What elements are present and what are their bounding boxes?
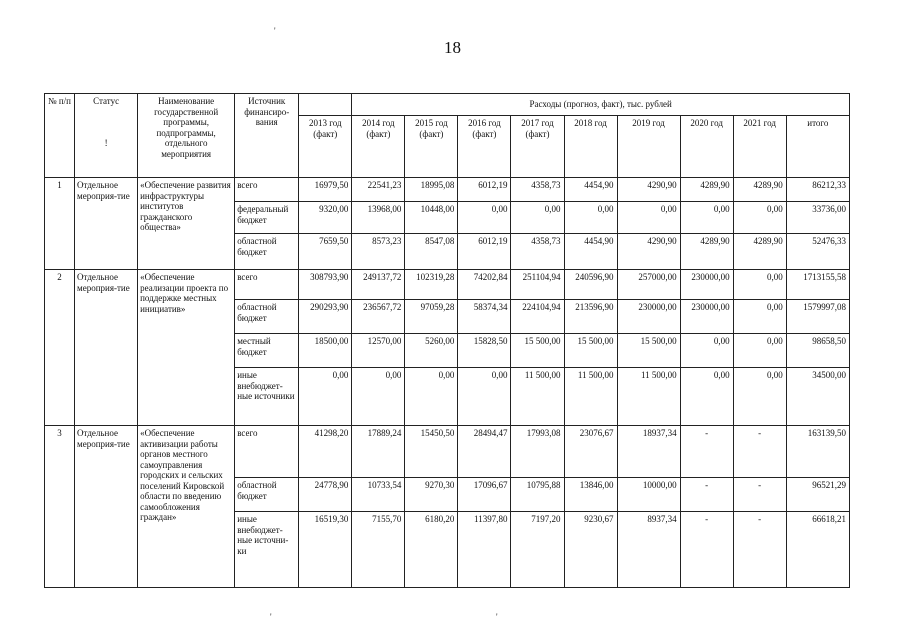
value-cell: 4289,90 [733, 178, 786, 202]
value-cell: 16979,50 [299, 178, 352, 202]
row-status: Отдельное мероприя-тие [75, 178, 138, 270]
value-cell: 10448,00 [405, 202, 458, 234]
expenses-table [44, 93, 850, 588]
value-cell: 41298,20 [299, 426, 352, 478]
header-year: 2018 год [564, 116, 617, 178]
value-cell: 0,00 [564, 202, 617, 234]
value-cell: 15 500,00 [511, 334, 564, 368]
value-cell: 236567,72 [352, 300, 405, 334]
value-cell: 7155,70 [352, 512, 405, 588]
value-cell: 9270,30 [405, 478, 458, 512]
value-cell: 4289,90 [733, 234, 786, 270]
row-source: всего [235, 178, 299, 202]
value-cell: - [733, 426, 786, 478]
header-year: 2013 год (факт) [299, 116, 352, 178]
value-cell: 0,00 [680, 334, 733, 368]
value-cell: 4290,90 [617, 178, 680, 202]
table-row [45, 178, 850, 202]
table-row [45, 426, 850, 478]
value-cell: 97059,28 [405, 300, 458, 334]
row-source: областной бюджет [235, 478, 299, 512]
value-cell: 12570,00 [352, 334, 405, 368]
row-num: 1 [45, 178, 75, 270]
total-cell: 34500,00 [786, 368, 849, 426]
row-source: всего [235, 426, 299, 478]
margin-mark-top: ' [274, 26, 276, 36]
header-year: 2020 год [680, 116, 733, 178]
margin-mark-bottom-right: ' [496, 612, 498, 622]
row-source: иные внебюджет-ные источни-ки [235, 512, 299, 588]
value-cell: 16519,30 [299, 512, 352, 588]
header-status-label: Статус [93, 96, 120, 106]
row-num: 3 [45, 426, 75, 588]
value-cell: 308793,90 [299, 270, 352, 300]
value-cell: 8573,23 [352, 234, 405, 270]
row-source: местный бюджет [235, 334, 299, 368]
value-cell: 230000,00 [680, 300, 733, 334]
value-cell: 28494,47 [458, 426, 511, 478]
value-cell: 8937,34 [617, 512, 680, 588]
value-cell: 0,00 [617, 202, 680, 234]
value-cell: 17889,24 [352, 426, 405, 478]
value-cell: - [680, 478, 733, 512]
value-cell: 290293,90 [299, 300, 352, 334]
value-cell: 213596,90 [564, 300, 617, 334]
value-cell: 0,00 [458, 202, 511, 234]
value-cell: 22541,23 [352, 178, 405, 202]
value-cell: 10795,88 [511, 478, 564, 512]
value-cell: 224104,94 [511, 300, 564, 334]
value-cell: 9230,67 [564, 512, 617, 588]
value-cell: 15 500,00 [564, 334, 617, 368]
value-cell: 0,00 [733, 334, 786, 368]
table-header [45, 94, 850, 178]
value-cell: 4358,73 [511, 234, 564, 270]
value-cell: 11 500,00 [617, 368, 680, 426]
header-year: 2016 год (факт) [458, 116, 511, 178]
total-cell: 96521,29 [786, 478, 849, 512]
value-cell: 18937,34 [617, 426, 680, 478]
value-cell: 11 500,00 [511, 368, 564, 426]
total-cell: 33736,00 [786, 202, 849, 234]
value-cell: 13968,00 [352, 202, 405, 234]
total-cell: 163139,50 [786, 426, 849, 478]
value-cell: 4358,73 [511, 178, 564, 202]
header-expenses: Расходы (прогноз, факт), тыс. рублей [352, 94, 850, 116]
value-cell: 0,00 [511, 202, 564, 234]
value-cell: 0,00 [299, 368, 352, 426]
value-cell: 0,00 [680, 368, 733, 426]
value-cell: 15 500,00 [617, 334, 680, 368]
value-cell: 6180,20 [405, 512, 458, 588]
value-cell: 15450,50 [405, 426, 458, 478]
row-name: «Обеспечение активизации работы органов местного самоуправления городских и сельских поселений Кировской области по введению самообложения граждан» [138, 426, 235, 588]
total-cell: 1713155,58 [786, 270, 849, 300]
header-year: 2021 год [733, 116, 786, 178]
value-cell: 18500,00 [299, 334, 352, 368]
value-cell: 240596,90 [564, 270, 617, 300]
value-cell: 0,00 [733, 368, 786, 426]
value-cell: 230000,00 [617, 300, 680, 334]
value-cell: 7197,20 [511, 512, 564, 588]
header-year: 2015 год (факт) [405, 116, 458, 178]
row-status: Отдельное мероприя-тие [75, 426, 138, 588]
margin-mark-bottom: ' [270, 612, 272, 622]
value-cell: 10000,00 [617, 478, 680, 512]
value-cell: 74202,84 [458, 270, 511, 300]
value-cell: 4289,90 [680, 234, 733, 270]
total-cell: 86212,33 [786, 178, 849, 202]
value-cell: - [680, 426, 733, 478]
row-status: Отдельное мероприя-тие [75, 270, 138, 426]
value-cell: 10733,54 [352, 478, 405, 512]
row-num: 2 [45, 270, 75, 426]
value-cell: 0,00 [405, 368, 458, 426]
page-number: 18 [444, 38, 461, 57]
value-cell: 17993,08 [511, 426, 564, 478]
value-cell: 6012,19 [458, 178, 511, 202]
header-total: итого [786, 116, 849, 178]
value-cell: 230000,00 [680, 270, 733, 300]
value-cell: 6012,19 [458, 234, 511, 270]
row-source: всего [235, 270, 299, 300]
header-year: 2014 год (факт) [352, 116, 405, 178]
value-cell: 251104,94 [511, 270, 564, 300]
value-cell: 15828,50 [458, 334, 511, 368]
value-cell: 4289,90 [680, 178, 733, 202]
value-cell: 24778,90 [299, 478, 352, 512]
total-cell: 66618,21 [786, 512, 849, 588]
row-source: иные внебюджет-ные источники [235, 368, 299, 426]
value-cell: - [733, 478, 786, 512]
value-cell: 102319,28 [405, 270, 458, 300]
value-cell: 0,00 [733, 270, 786, 300]
value-cell: 11397,80 [458, 512, 511, 588]
row-source: федеральный бюджет [235, 202, 299, 234]
header-num: № п/п [45, 94, 75, 178]
row-name: «Обеспечение развития инфраструктуры институтов гражданского общества» [138, 178, 235, 270]
value-cell: 0,00 [680, 202, 733, 234]
header-blank [299, 94, 352, 116]
value-cell: 13846,00 [564, 478, 617, 512]
value-cell: 0,00 [733, 202, 786, 234]
value-cell: - [733, 512, 786, 588]
value-cell: 5260,00 [405, 334, 458, 368]
value-cell: 58374,34 [458, 300, 511, 334]
header-status-mark: ! [104, 138, 108, 148]
value-cell: 9320,00 [299, 202, 352, 234]
value-cell: 257000,00 [617, 270, 680, 300]
value-cell: 0,00 [458, 368, 511, 426]
value-cell: 4454,90 [564, 178, 617, 202]
value-cell: 249137,72 [352, 270, 405, 300]
value-cell: 8547,08 [405, 234, 458, 270]
row-name: «Обеспечение реализации проекта по поддержке местных инициатив» [138, 270, 235, 426]
header-status [75, 94, 138, 178]
total-cell: 52476,33 [786, 234, 849, 270]
value-cell: 0,00 [733, 300, 786, 334]
header-name: Наименование государственной программы, подпрограммы, отдельного мероприятия [138, 94, 235, 178]
row-source: областной бюджет [235, 300, 299, 334]
value-cell: 18995,08 [405, 178, 458, 202]
value-cell: 4290,90 [617, 234, 680, 270]
header-year: 2019 год [617, 116, 680, 178]
total-cell: 98658,50 [786, 334, 849, 368]
value-cell: 11 500,00 [564, 368, 617, 426]
total-cell: 1579997,08 [786, 300, 849, 334]
header-source: Источник финансиро-вания [235, 94, 299, 178]
header-year: 2017 год (факт) [511, 116, 564, 178]
value-cell: 0,00 [352, 368, 405, 426]
value-cell: - [680, 512, 733, 588]
value-cell: 23076,67 [564, 426, 617, 478]
value-cell: 4454,90 [564, 234, 617, 270]
value-cell: 7659,50 [299, 234, 352, 270]
value-cell: 17096,67 [458, 478, 511, 512]
row-source: областной бюджет [235, 234, 299, 270]
table-row [45, 270, 850, 300]
